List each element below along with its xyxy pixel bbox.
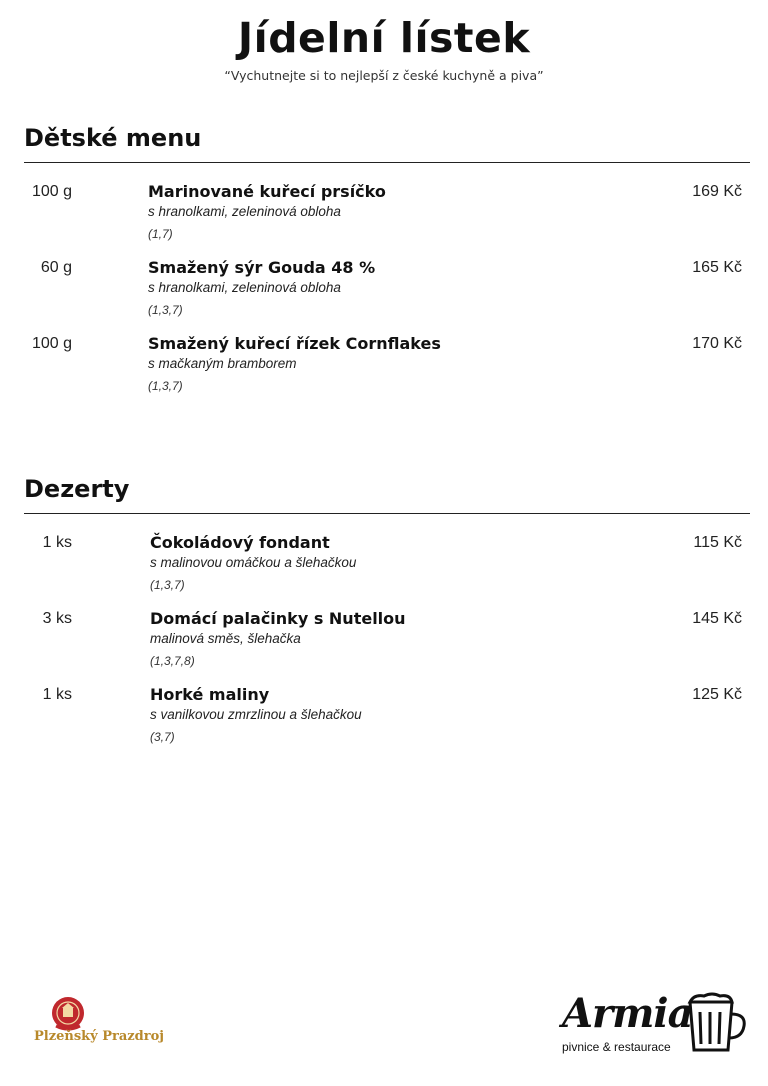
menu-item bbox=[24, 532, 750, 608]
item-price: 169 Kč bbox=[692, 183, 742, 200]
item-description: s malinovou omáčkou a šlehačkou bbox=[150, 555, 357, 570]
brand-name: Armia bbox=[562, 990, 693, 1037]
item-quantity: 3 ks bbox=[42, 610, 72, 627]
item-description: s hranolkami, zeleninová obloha bbox=[148, 280, 341, 295]
menu-list bbox=[24, 532, 750, 760]
item-quantity: 60 g bbox=[40, 259, 72, 276]
section-heading: Dezerty bbox=[24, 475, 130, 503]
menu-item bbox=[24, 684, 750, 760]
pilsner-urquell-logo bbox=[34, 996, 164, 1056]
item-price: 125 Kč bbox=[692, 686, 742, 703]
section-desserts bbox=[24, 475, 750, 760]
item-allergens: (1,7) bbox=[148, 227, 173, 241]
item-quantity: 100 g bbox=[31, 335, 72, 352]
item-name: Smažený sýr Gouda 48 % bbox=[148, 258, 376, 277]
item-name: Domácí palačinky s Nutellou bbox=[150, 609, 406, 628]
item-name: Smažený kuřecí řízek Cornflakes bbox=[148, 334, 441, 353]
page-title: Jídelní lístek bbox=[237, 14, 531, 62]
item-description: s hranolkami, zeleninová obloha bbox=[148, 204, 341, 219]
item-body bbox=[150, 532, 630, 592]
item-name: Horké maliny bbox=[150, 685, 270, 704]
beer-mug-icon bbox=[684, 992, 748, 1054]
item-description: s vanilkovou zmrzlinou a šlehačkou bbox=[150, 707, 362, 722]
item-body bbox=[148, 333, 628, 393]
item-quantity: 1 ks bbox=[42, 534, 72, 551]
menu-item bbox=[24, 181, 750, 257]
item-allergens: (1,3,7) bbox=[148, 379, 183, 393]
item-price: 145 Kč bbox=[692, 610, 742, 627]
pilsner-urquell-seal-icon bbox=[48, 996, 88, 1032]
item-quantity: 100 g bbox=[31, 183, 72, 200]
item-price: 165 Kč bbox=[692, 259, 742, 276]
item-quantity: 1 ks bbox=[42, 686, 72, 703]
section-divider bbox=[24, 162, 750, 163]
item-body bbox=[148, 181, 628, 241]
section-divider bbox=[24, 513, 750, 514]
item-body bbox=[148, 257, 628, 317]
item-description: s mačkaným bramborem bbox=[148, 356, 297, 371]
menu-item bbox=[24, 608, 750, 684]
item-name: Marinované kuřecí prsíčko bbox=[148, 182, 386, 201]
item-price: 115 Kč bbox=[693, 534, 742, 551]
item-allergens: (1,3,7) bbox=[150, 578, 185, 592]
item-price: 170 Kč bbox=[692, 335, 742, 352]
item-body bbox=[150, 684, 630, 744]
item-allergens: (1,3,7) bbox=[148, 303, 183, 317]
item-body bbox=[150, 608, 630, 668]
brewery-name: Plzeňský Prazdroj bbox=[34, 1029, 164, 1044]
section-heading: Dětské menu bbox=[24, 124, 202, 152]
brand-tagline: pivnice & restaurace bbox=[562, 1040, 671, 1054]
item-allergens: (1,3,7,8) bbox=[150, 654, 195, 668]
page-subtitle: “Vychutnejte si to nejlepší z české kuchyně a piva” bbox=[224, 68, 544, 83]
armia-logo bbox=[560, 990, 750, 1058]
section-kids-menu bbox=[24, 124, 750, 409]
menu-item bbox=[24, 257, 750, 333]
item-description: malinová směs, šlehačka bbox=[150, 631, 301, 646]
item-name: Čokoládový fondant bbox=[150, 533, 330, 552]
menu-list bbox=[24, 181, 750, 409]
item-allergens: (3,7) bbox=[150, 730, 175, 744]
menu-item bbox=[24, 333, 750, 409]
